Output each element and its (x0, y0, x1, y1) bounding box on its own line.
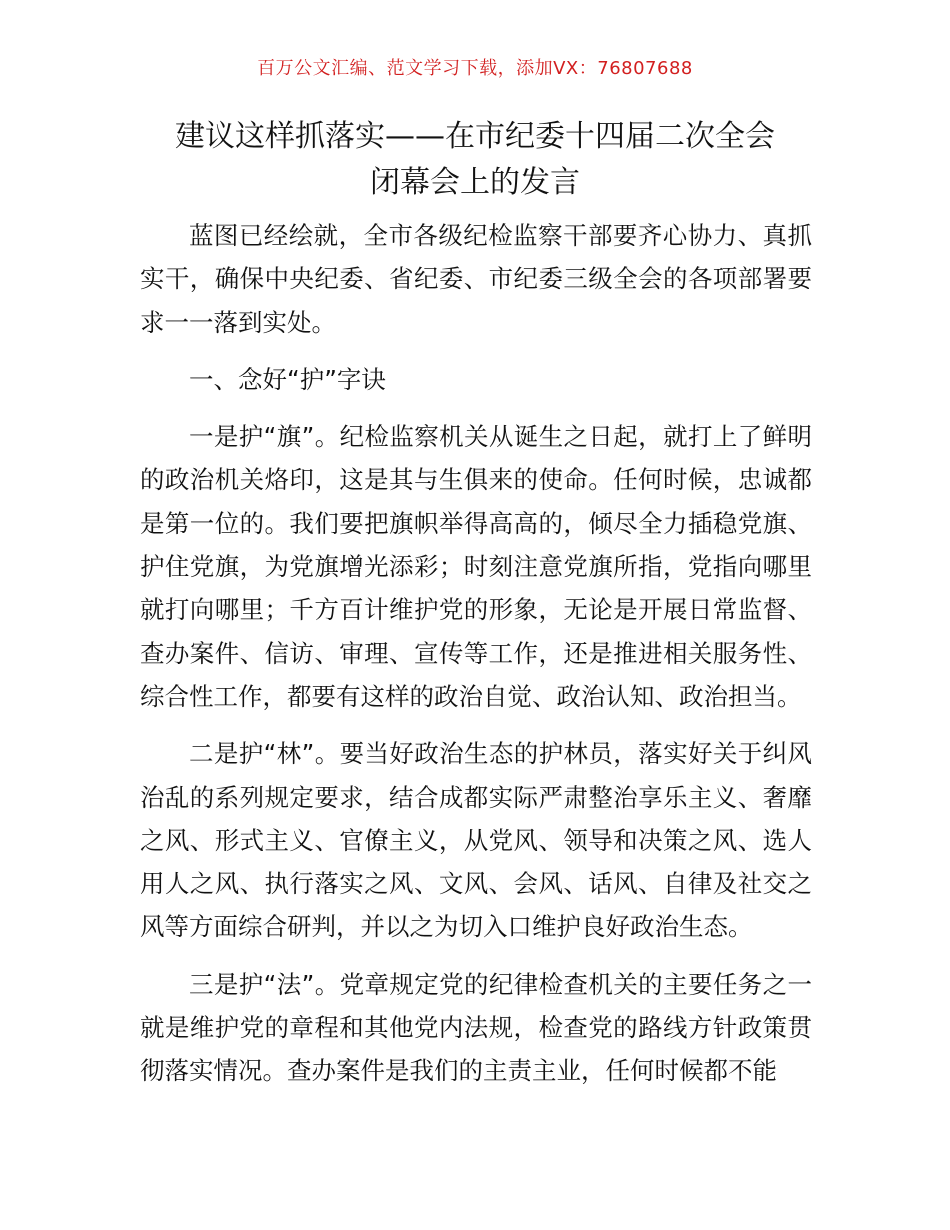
header-watermark-note: 百万公文汇编、范文学习下载，添加VX：76807688 (257, 58, 693, 79)
body-paragraph-law: 三是护“法”。党章规定党的纪律检查机关的主要任务之一就是维护党的章程和其他党内法规，检查党的路线方针政策贯彻落实情况。查办案件是我们的主责主业，任何时候都不能 (140, 969, 812, 1086)
title-line-2: 闭幕会上的发言 (370, 165, 580, 200)
document-body (140, 214, 812, 1107)
title-line-1: 建议这样抓落实——在市纪委十四届二次全会 (175, 119, 775, 154)
intro-paragraph: 蓝图已经绘就，全市各级纪检监察干部要齐心协力、真抓实干，确保中央纪委、省纪委、市纪委三级全会的各项部署要求一一落到实处。 (140, 221, 812, 337)
body-paragraph-flag: 一是护“旗”。纪检监察机关从诞生之日起，就打上了鲜明的政治机关烙印，这是其与生俱来的使命。任何时候，忠诚都是第一位的。我们要把旗帜举得高高的，倾尽全力插稳党旗、护住党旗，为党旗增光添彩；时刻注意党旗所指，党指向哪里就打向哪里；千方百计维护党的形象，无论是开展日常监督、查办案件、信访、审理、宣传等工作，还是推进相关服务性、综合性工作，都要有这样的政治自觉、政治认知、政治担当。 (140, 422, 812, 711)
body-paragraph-forest: 二是护“林”。要当好政治生态的护林员，落实好关于纠风治乱的系列规定要求，结合成都实际严肃整治享乐主义、奢靡之风、形式主义、官僚主义，从党风、领导和决策之风、选人用人之风、执行落实之风、文风、会风、话风、自律及社交之风等方面综合研判，并以之为切入口维护良好政治生态。 (140, 739, 812, 942)
document-title (120, 114, 830, 206)
section-heading: 一、念好“护”字诀 (189, 364, 386, 394)
